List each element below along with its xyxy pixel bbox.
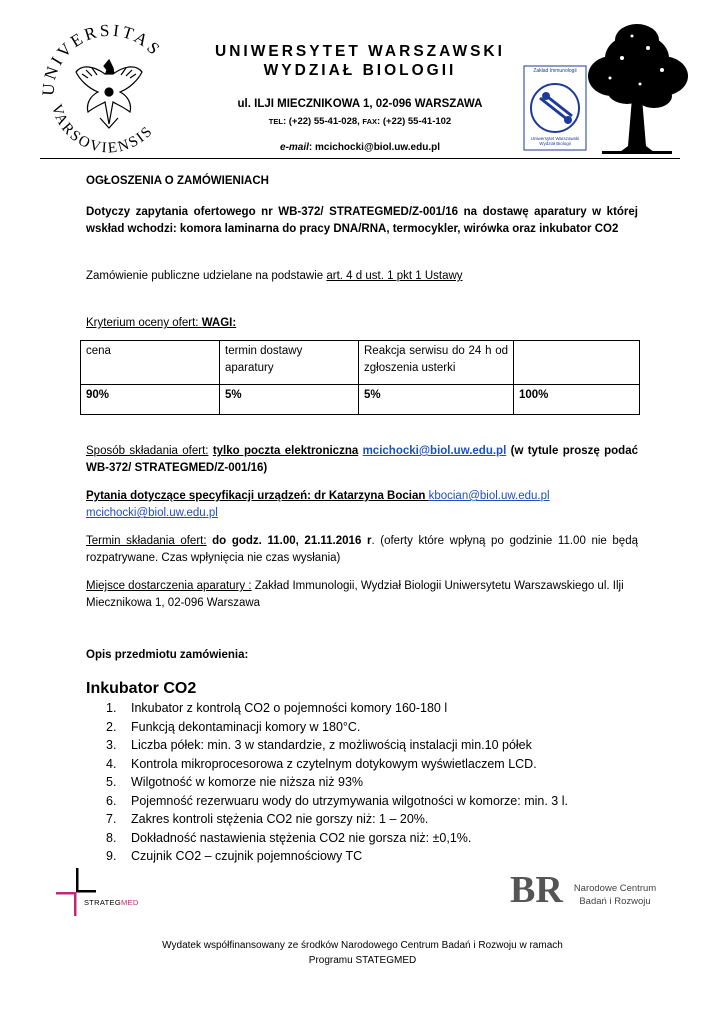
header-email-line bbox=[200, 142, 520, 153]
header-divider bbox=[40, 158, 680, 159]
list-item: 3. Liczba półek: min. 3 w standardzie, z możliwością instalacji min.10 półek bbox=[106, 738, 532, 752]
immunology-logo-bottom-text: Uniwersytet Warszawski Wydział Biologii bbox=[530, 136, 580, 146]
public-order-text: Zamówienie publiczne udzielane na podstawie bbox=[86, 270, 327, 282]
product-title: Inkubator CO2 bbox=[86, 680, 197, 697]
svg-text:VARSOVIENSIS bbox=[48, 103, 157, 157]
announcements-heading: OGŁOSZENIA O ZAMÓWIENIACH bbox=[86, 175, 269, 187]
immunology-logo-top-text: Zakład Immunologii bbox=[533, 68, 577, 74]
list-item: 4. Kontrola mikroprocesorowa z czytelnym dotykowym wyświetlaczem LCD. bbox=[106, 756, 537, 771]
university-seal bbox=[38, 18, 180, 160]
criteria-table bbox=[80, 340, 640, 415]
faculty-name: WYDZIAŁ BIOLOGII bbox=[263, 62, 457, 79]
strategmed-logo bbox=[56, 868, 166, 920]
table-cell: termin dostawy aparatury bbox=[220, 341, 359, 385]
table-row bbox=[81, 341, 640, 385]
criteria-line bbox=[86, 315, 236, 332]
table-row bbox=[81, 385, 640, 415]
delivery-label: Miejsce dostarczenia aparatury : bbox=[86, 580, 252, 592]
ncbr-mark-icon: BR bbox=[510, 869, 563, 911]
public-order-legal-basis: art. 4 d ust. 1 pkt 1 Ustawy bbox=[326, 270, 463, 282]
funding-footer bbox=[120, 938, 605, 968]
seal-text-top: UNIVERSITAS bbox=[38, 20, 166, 97]
table-cell: 100% bbox=[514, 385, 640, 415]
delivery-paragraph bbox=[86, 578, 638, 612]
submission-email-link[interactable]: mcichocki@biol.uw.edu.pl bbox=[362, 445, 507, 457]
tel-value: : (+22) 55-41-028, bbox=[282, 116, 363, 127]
public-order-line bbox=[86, 268, 463, 285]
university-name: UNIWERSYTET WARSZAWSKI bbox=[215, 43, 505, 60]
immunology-logo bbox=[522, 64, 588, 152]
eagle-emblem-icon bbox=[76, 60, 142, 128]
questions-email-link-1[interactable]: kbocian@biol.uw.edu.pl bbox=[428, 490, 550, 502]
list-item: 7. Zakres kontroli stężenia CO2 nie gorszy niż: 1 – 20%. bbox=[106, 812, 429, 826]
description-heading: Opis przedmiotu zamówienia: bbox=[86, 649, 249, 661]
email-label: e-mail bbox=[280, 142, 309, 153]
fax-label: FAX bbox=[362, 117, 378, 126]
tel-label: TEL bbox=[268, 117, 283, 126]
questions-paragraph bbox=[86, 488, 638, 522]
table-cell: Reakcja serwisu do 24 h od zgłoszenia usterki bbox=[359, 341, 514, 385]
ncbr-logo bbox=[510, 870, 670, 920]
delivery-value: Zakład Immunologii, Wydział Biologii Uniwersytetu Warszawskiego ul. Ilji Miecznikowa 1, 02-096 Warszawa bbox=[86, 580, 624, 609]
list-item: 1. Inkubator z kontrolą CO2 o pojemności komory 160-180 l bbox=[106, 701, 448, 715]
table-cell bbox=[514, 341, 640, 385]
list-item: 9. Czujnik CO2 – czujnik pojemnościowy TC bbox=[106, 849, 363, 863]
criteria-label: Kryterium oceny ofert: bbox=[86, 317, 202, 329]
submission-label: Sposób składania ofert: bbox=[86, 445, 209, 457]
ncbr-name: Narodowe Centrum Badań i Rozwoju bbox=[573, 883, 657, 907]
footer-line-2: Programu STATEGMED bbox=[308, 955, 417, 966]
questions-person: dr Katarzyna Bocian bbox=[310, 490, 429, 502]
phone-fax-line bbox=[200, 116, 520, 127]
questions-email-link-2[interactable]: mcichocki@biol.uw.edu.pl bbox=[86, 507, 218, 519]
fax-value: : (+22) 55-41-102 bbox=[377, 116, 452, 127]
table-cell: 5% bbox=[359, 385, 514, 415]
university-name-block bbox=[200, 42, 520, 80]
specification-list bbox=[106, 699, 666, 866]
list-item: 5. Wilgotność w komorze nie niższa niż 93% bbox=[106, 775, 364, 789]
table-cell: 5% bbox=[220, 385, 359, 415]
list-item: 8. Dokładność nastawienia stężenia CO2 nie gorsza niż: ±0,1%. bbox=[106, 830, 472, 845]
submission-paragraph bbox=[86, 443, 638, 477]
deadline-note: . (oferty które wpłyną po godzinie 11.00 nie będą rozpatrywane. Czas wpłynięcia nie czas wysłania) bbox=[86, 535, 638, 564]
table-cell: 90% bbox=[81, 385, 220, 415]
list-item: 6. Pojemność rezerwuaru wody do utrzymywania wilgotności w komorze: min. 3 l. bbox=[106, 793, 568, 808]
table-cell: cena bbox=[81, 341, 220, 385]
questions-label: Pytania dotyczące specyfikacji urządzeń: bbox=[86, 490, 311, 502]
submission-method: tylko poczta elektroniczna bbox=[212, 445, 359, 457]
deadline-label: Termin składania ofert: bbox=[86, 535, 207, 547]
footer-line-1: Wydatek współfinansowany ze środków Narodowego Centrum Badań i Rozwoju w ramach bbox=[162, 940, 563, 951]
list-item: 2. Funkcją dekontaminacji komory w 180°C. bbox=[106, 719, 361, 734]
strategmed-wordmark: STRATEGMED bbox=[84, 898, 139, 907]
email-value: : mcichocki@biol.uw.edu.pl bbox=[308, 142, 440, 153]
seal-text-bottom: VARSOVIENSIS bbox=[47, 102, 157, 157]
submission-note: (w tytule proszę podać WB-372/ STRATEGMED/Z-001/16) bbox=[86, 445, 638, 474]
address: ul. ILJI MIECZNIKOWA 1, 02-096 WARSZAWA bbox=[237, 98, 483, 110]
deadline-value: do godz. 11.00, 21.11.2016 r bbox=[206, 535, 372, 547]
criteria-value: WAGI: bbox=[201, 317, 237, 329]
subject-paragraph: Dotyczy zapytania ofertowego nr WB-372/ STRATEGMED/Z-001/16 na dostawę aparatury w której wskład wchodzi: komora laminarna do pracy DNA/RNA, termocykler, wirówka oraz inkubator CO2 bbox=[86, 206, 638, 235]
deadline-paragraph bbox=[86, 533, 638, 567]
oak-tree-icon bbox=[582, 18, 692, 158]
